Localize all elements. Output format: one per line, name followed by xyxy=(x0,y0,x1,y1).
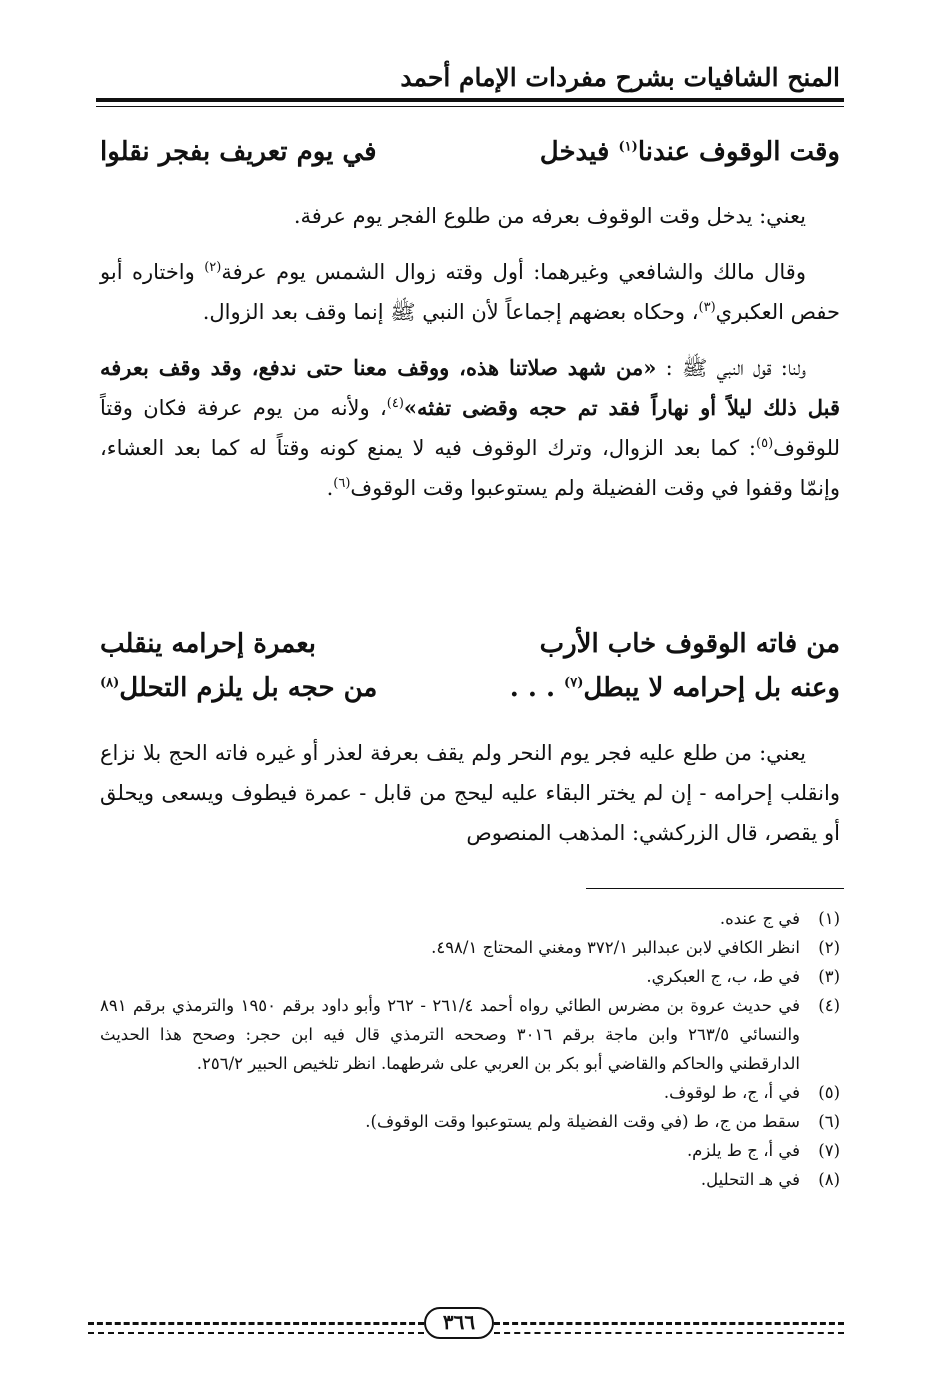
running-title: المنح الشافيات بشرح مفردات الإمام أحمد xyxy=(400,63,840,92)
verse-line-2 xyxy=(100,620,840,668)
footer-dashed-rule-left xyxy=(88,1322,424,1325)
footnote-text: انظر الكافي لابن عبدالبر ٣٧٢/١ ومغني المحتاج ٤٩٨/١. xyxy=(431,938,800,957)
footnote-text: في ط، ب، ج العبكري. xyxy=(646,967,800,986)
footnote-text: في أ، ج، ط لوقوف. xyxy=(663,1083,800,1102)
footer-dashed-rule-right xyxy=(494,1322,844,1325)
page-number: ٣٦٦ xyxy=(424,1307,494,1339)
verse-3-right-hemistich: وعنه بل إحرامه لا يبطل$^{(٧)}$ . . . xyxy=(509,673,840,703)
commentary-paragraph-3: ولنا: قول النبي ﷺ : «من شهد صلاتنا هذه، ووقف معنا حتى ندفع، وقد وقف بعرفه قبل ذلك ليلاً أو نهاراً فقد تم حجه وقضى تفثه»$^{(٤)}$، ولأنه من يوم عرفة فكان وقتاً للوقوف$^{(٥)}$: كما بعد الزوال، وترك الوقوف فيه لا يمنع كونه وقتاً له كما بعد العشاء، وإنمّا وقفوا في وقت الفضيلة ولم يستوعبوا وقت الوقوف$^{(٦)}$. xyxy=(100,355,840,500)
commentary-paragraph-4: يعني: من طلع عليه فجر يوم النحر ولم يقف بعرفة لعذر أو غيره فاته الحج بلا نزاع وانقلب إحرامه - إن لم يختر البقاء عليه ليحج من قابل - عمرة فيطوف ويسعى ويحلق أو يقصر، قال الزركشي: المذهب المنصوص xyxy=(100,741,840,845)
verse-line-1 xyxy=(100,128,840,176)
footnote-ref-1[interactable]: (١) xyxy=(618,139,638,155)
footnote-number: (٢) xyxy=(818,938,840,957)
commentary-paragraph-1: يعني: يدخل وقت الوقوف بعرفه من طلوع الفجر يوم عرفة. xyxy=(293,204,806,228)
header-rule-thin xyxy=(96,106,844,107)
footnote-text: في حديث عروة بن مضرس الطائي رواه أحمد ٢٦١/٤ - ٢٦٢ وأبو داود برقم ١٩٥٠ والترمذي برقم ٨٩١ والنسائي ٢٦٣/٥ وابن ماجة برقم ٣٠١٦ وصححه الترمذي قال فيه ابن حجر: وصحح هذا الحديث الدارقطني والحاكم والقاضي أبو بكر بن العربي على شرطهما. انظر تلخيص الحبير ٢٥٦/٢. xyxy=(100,996,800,1073)
footnote-ref-6[interactable]: (٦) xyxy=(333,476,351,491)
footnote-number: (٣) xyxy=(818,967,840,986)
footnote-item xyxy=(100,1078,840,1107)
verse-3-left-hemistich: من حجه بل يلزم التحلل$^{(٨)}$ xyxy=(100,673,378,703)
footnote-item xyxy=(100,991,840,1078)
verse-2-right-hemistich: من فاته الوقوف خاب الأرب xyxy=(539,629,840,659)
footnotes xyxy=(100,904,840,1194)
footnote-ref-4[interactable]: (٤) xyxy=(386,396,404,411)
footnote-ref-5[interactable]: (٥) xyxy=(756,436,774,451)
footnote-number: (١) xyxy=(818,909,840,928)
footnote-ref-8[interactable]: (٨) xyxy=(100,675,120,691)
footnote-item xyxy=(100,1165,840,1194)
footnote-number: (٨) xyxy=(818,1170,840,1189)
footnote-number: (٧) xyxy=(818,1141,840,1160)
footnote-ref-2[interactable]: (٢) xyxy=(204,260,222,275)
footer-dashed-rule-left-lower xyxy=(88,1332,424,1334)
header-rule-thick xyxy=(96,98,844,102)
verse-2-left-hemistich: بعمرة إحرامه ينقلب xyxy=(100,629,316,659)
footnote-item xyxy=(100,933,840,962)
footer-dashed-rule-right-lower xyxy=(494,1332,844,1334)
footnote-item xyxy=(100,904,840,933)
footnote-number: (٥) xyxy=(818,1083,840,1102)
footnote-ref-3[interactable]: (٣) xyxy=(698,300,716,315)
footnote-item xyxy=(100,962,840,991)
footnote-text: في ج عنده. xyxy=(719,909,800,928)
footnote-text: في أ، ج ط يلزم. xyxy=(686,1141,800,1160)
footnote-number: (٦) xyxy=(818,1112,840,1131)
commentary-paragraph-2: وقال مالك والشافعي وغيرهما: أول وقته زوال الشمس يوم عرفة$^{(٢)}$ واختاره أبو حفص العكبري$^{(٣)}$، وحكاه بعضهم إجماعاً لأن النبي ﷺ إنما وقف بعد الزوال. xyxy=(100,260,840,324)
footnote-item xyxy=(100,1107,840,1136)
footnote-separator xyxy=(586,888,844,889)
verse-1-right-hemistich: وقت الوقوف عندنا$^{(١)}$ فيدخل xyxy=(539,137,840,167)
footnote-item xyxy=(100,1136,840,1165)
verse-1-left-hemistich: في يوم تعريف بفجر نقلوا xyxy=(100,137,377,167)
hadith-quote: «من شهد صلاتنا هذه، ووقف معنا حتى ندفع، وقد وقف بعرفه قبل ذلك ليلاً أو نهاراً فقد تم حجه وقضى تفثه» xyxy=(100,355,840,420)
footnote-text: في هـ التحليل. xyxy=(700,1170,800,1189)
footnote-number: (٤) xyxy=(818,996,840,1015)
commentary-block-1 xyxy=(100,196,840,508)
verse-line-3 xyxy=(100,664,840,712)
footnote-text: سقط من ج، ط (في وقت الفضيلة ولم يستوعبوا وقت الوقوف). xyxy=(365,1112,800,1131)
footnote-ref-7[interactable]: (٧) xyxy=(564,675,584,691)
commentary-block-2 xyxy=(100,733,840,853)
